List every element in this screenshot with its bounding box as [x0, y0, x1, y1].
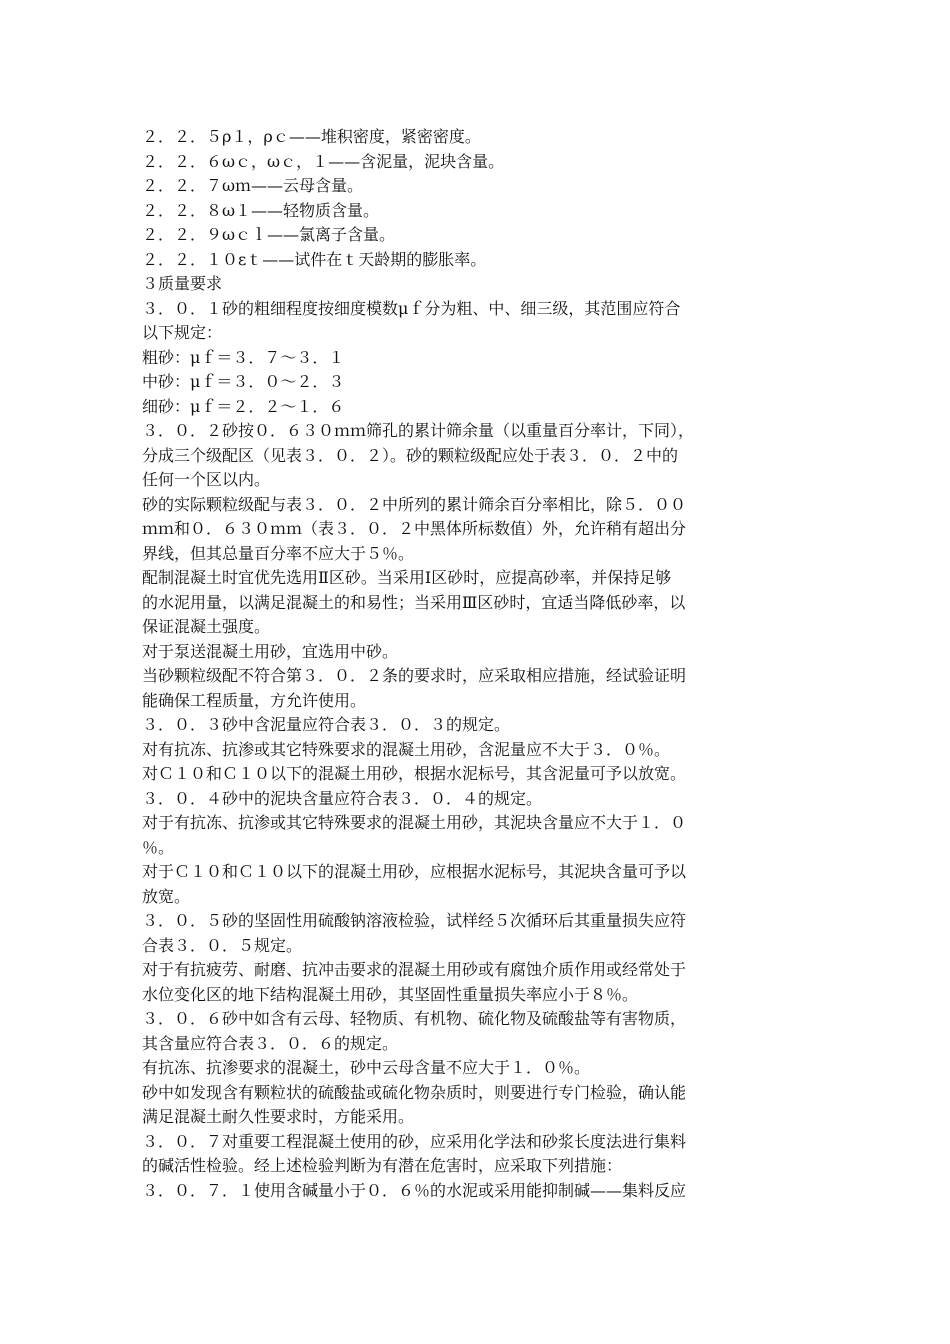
text-line: 砂中如发现含有颗粒状的硫酸盐或硫化物杂质时，则要进行专门检验，确认能	[142, 1082, 687, 1102]
text-line: 对有抗冻、抗渗或其它特殊要求的混凝土用砂，含泥量应不大于３．０％。	[142, 739, 671, 759]
text-line: ２．２．１０εｔ——试件在ｔ天龄期的膨胀率。	[142, 249, 487, 269]
text-line: 对于泵送混凝土用砂，宜选用中砂。	[142, 641, 399, 661]
text-line: 能确保工程质量，方允许使用。	[142, 690, 367, 710]
text-line: ３．０．７．１使用含碱量小于０．６％的水泥或采用能抑制碱——集料反应	[142, 1180, 687, 1200]
text-line: ３．０．１砂的粗细程度按细度模数μｆ分为粗、中、细三级，其范围应符合	[142, 298, 681, 318]
text-line: 细砂：μｆ＝２．２～１．６	[142, 396, 345, 416]
text-line: 界线，但其总量百分率不应大于５％。	[142, 543, 415, 563]
text-line: 粗砂：μｆ＝３．７～３．１	[142, 347, 345, 367]
text-line: 配制混凝土时宜优先选用Ⅱ区砂。当采用Ⅰ区砂时，应提高砂率，并保持足够	[142, 568, 672, 587]
text-line: 合表３．０．５规定。	[142, 935, 303, 955]
text-line: ３．０．３砂中含泥量应符合表３．０．３的规定。	[142, 715, 511, 734]
text-line: ３．０．２砂按０．６３０ｍｍ筛孔的累计筛余量（以重量百分率计，下同），	[142, 421, 695, 440]
text-line: ３．０．７对重要工程混凝土使用的砂，应采用化学法和砂浆长度法进行集料	[142, 1131, 687, 1151]
text-line: 其含量应符合表３．０．６的规定。	[142, 1033, 399, 1053]
text-line: 对于有抗冻、抗渗或其它特殊要求的混凝土用砂，其泥块含量应不大于１．０	[142, 813, 687, 832]
text-line: ２．２．６ωｃ，ωｃ，１——含泥量，泥块含量。	[142, 151, 505, 171]
text-line: ２．２．９ωｃｌ——氯离子含量。	[142, 225, 396, 244]
text-line: ３．０．６砂中如含有云母、轻物质、有机物、硫化物及硫酸盐等有害物质，	[142, 1009, 687, 1028]
text-line: 对于Ｃ１０和Ｃ１０以下的混凝土用砂，应根据水泥标号，其泥块含量可予以	[142, 862, 687, 881]
text-line: 对于有抗疲劳、耐磨、抗冲击要求的混凝土用砂或有腐蚀介质作用或经常处于	[142, 960, 687, 979]
document-body	[142, 125, 810, 1203]
text-line: 中砂：μｆ＝３．０～２．３	[142, 372, 345, 391]
text-line: 以下规定：	[142, 323, 223, 342]
text-line: ｍｍ和０．６３０ｍｍ（表３．０．２中黑体所标数值）外，允许稍有超出分	[142, 519, 687, 538]
text-line: 当砂颗粒级配不符合第３．０．２条的要求时，应采取相应措施，经试验证明	[142, 666, 687, 685]
text-line: 放宽。	[142, 886, 191, 906]
text-line: ２．２．８ω１——轻物质含量。	[142, 200, 380, 220]
text-line: 任何一个区以内。	[142, 470, 271, 489]
text-line: ３．０．４砂中的泥块含量应符合表３．０．４的规定。	[142, 788, 543, 808]
text-line: 砂的实际颗粒级配与表３．０．２中所列的累计筛余百分率相比，除５．００	[142, 494, 687, 514]
text-line: ２．２．７ωｍ——云母含量。	[142, 176, 364, 195]
text-line: 的碱活性检验。经上述检验判断为有潜在危害时，应采取下列措施：	[142, 1156, 623, 1175]
text-line: 保证混凝土强度。	[142, 617, 271, 636]
text-line: 满足混凝土耐久性要求时，方能采用。	[142, 1107, 415, 1126]
text-line: ２．２．５ρ１，ρｃ——堆积密度，紧密密度。	[142, 127, 481, 146]
text-line: 有抗冻、抗渗要求的混凝土，砂中云母含量不应大于１．０％。	[142, 1058, 591, 1077]
text-line: ３．０．５砂的坚固性用硫酸钠溶液检验，试样经５次循环后其重量损失应符	[142, 911, 687, 930]
text-line: ３质量要求	[142, 274, 223, 293]
text-line: 水位变化区的地下结构混凝土用砂，其坚固性重量损失率应小于８％。	[142, 984, 639, 1004]
text-line: ％。	[142, 837, 175, 857]
text-line: 的水泥用量，以满足混凝土的和易性；当采用Ⅲ区砂时，宜适当降低砂率，以	[142, 592, 686, 612]
text-line: 分成三个级配区（见表３．０．２）。砂的颗粒级配应处于表３．０．２中的	[142, 445, 679, 465]
text-line: 对Ｃ１０和Ｃ１０以下的混凝土用砂，根据水泥标号，其含泥量可予以放宽。	[142, 764, 687, 783]
